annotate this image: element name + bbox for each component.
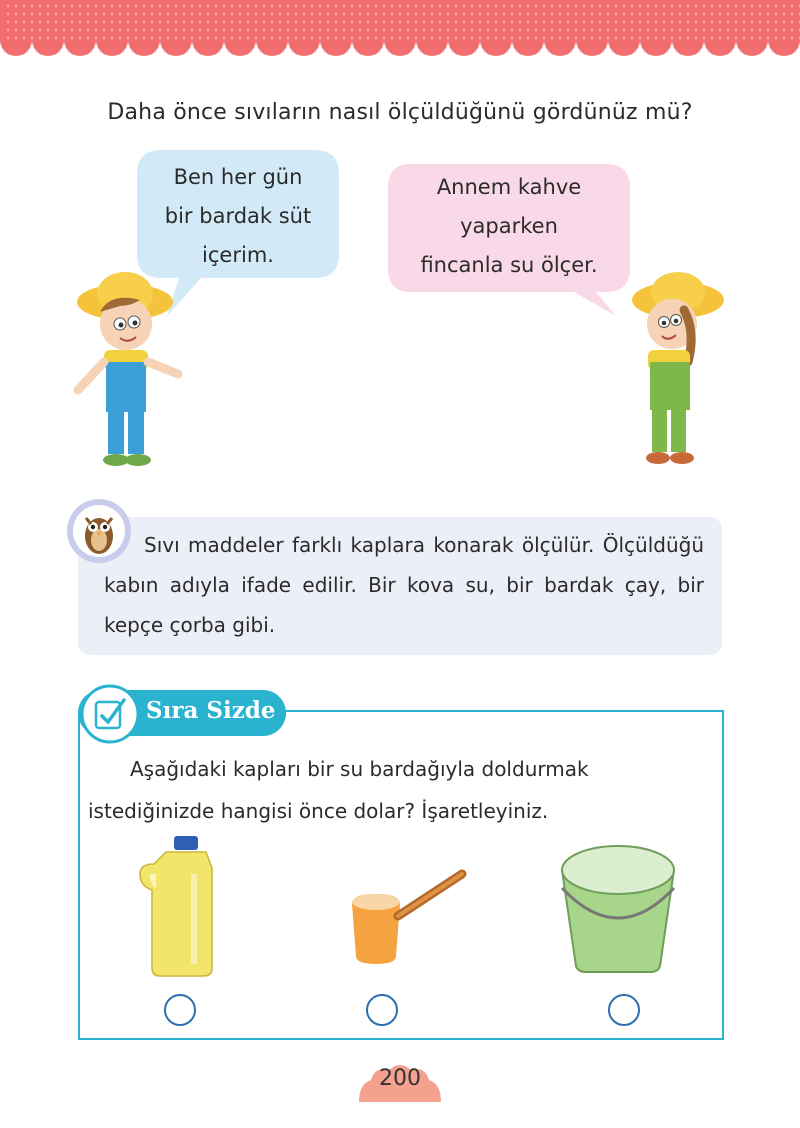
speech-line: bir bardak süt xyxy=(164,204,312,228)
owl-icon xyxy=(64,496,134,566)
girl-character-illustration xyxy=(618,262,728,472)
info-box xyxy=(78,517,722,655)
activity-instructions xyxy=(88,748,716,832)
jug-illustration xyxy=(136,834,226,980)
page-number: 200 xyxy=(379,1066,421,1091)
speech-text-boy xyxy=(143,158,333,275)
bucket-illustration xyxy=(554,838,682,976)
choice-circle-bucket[interactable] xyxy=(608,994,640,1026)
speech-text-girl xyxy=(394,168,624,285)
info-line-first: Sıvı maddeler farklı kaplara konarak ölçülür. Ölçüldüğü xyxy=(144,533,704,557)
pencil-check-icon xyxy=(80,684,140,744)
page-question: Daha önce sıvıların nasıl ölçüldüğünü gördünüz mü? xyxy=(107,100,693,125)
speech-line: içerim. xyxy=(202,243,274,267)
header-scallop-band xyxy=(0,0,800,60)
instruction-line-rest: hangisi önce dolar? İşaretleyiniz. xyxy=(220,799,549,823)
speech-line: Annem kahve xyxy=(436,175,582,199)
info-text xyxy=(104,525,704,645)
instruction-line-first: Aşağıdaki kapları bir su bardağıyla doldurmak istediğinizde xyxy=(88,757,589,823)
info-line-rest: kabın adıyla ifade edilir. Bir kova su, bir bardak çay, bir kepçe çorba gibi. xyxy=(104,573,704,637)
choice-circle-coffee-pot[interactable] xyxy=(366,994,398,1026)
coffee-pot-illustration xyxy=(346,866,468,968)
choice-circle-jug[interactable] xyxy=(164,994,196,1026)
speech-line: Ben her gün xyxy=(173,165,303,189)
speech-line: fincanla su ölçer. xyxy=(420,253,598,277)
speech-line: yaparken xyxy=(460,214,558,238)
boy-character-illustration xyxy=(70,262,190,477)
activity-title: Sıra Sizde xyxy=(146,697,276,724)
